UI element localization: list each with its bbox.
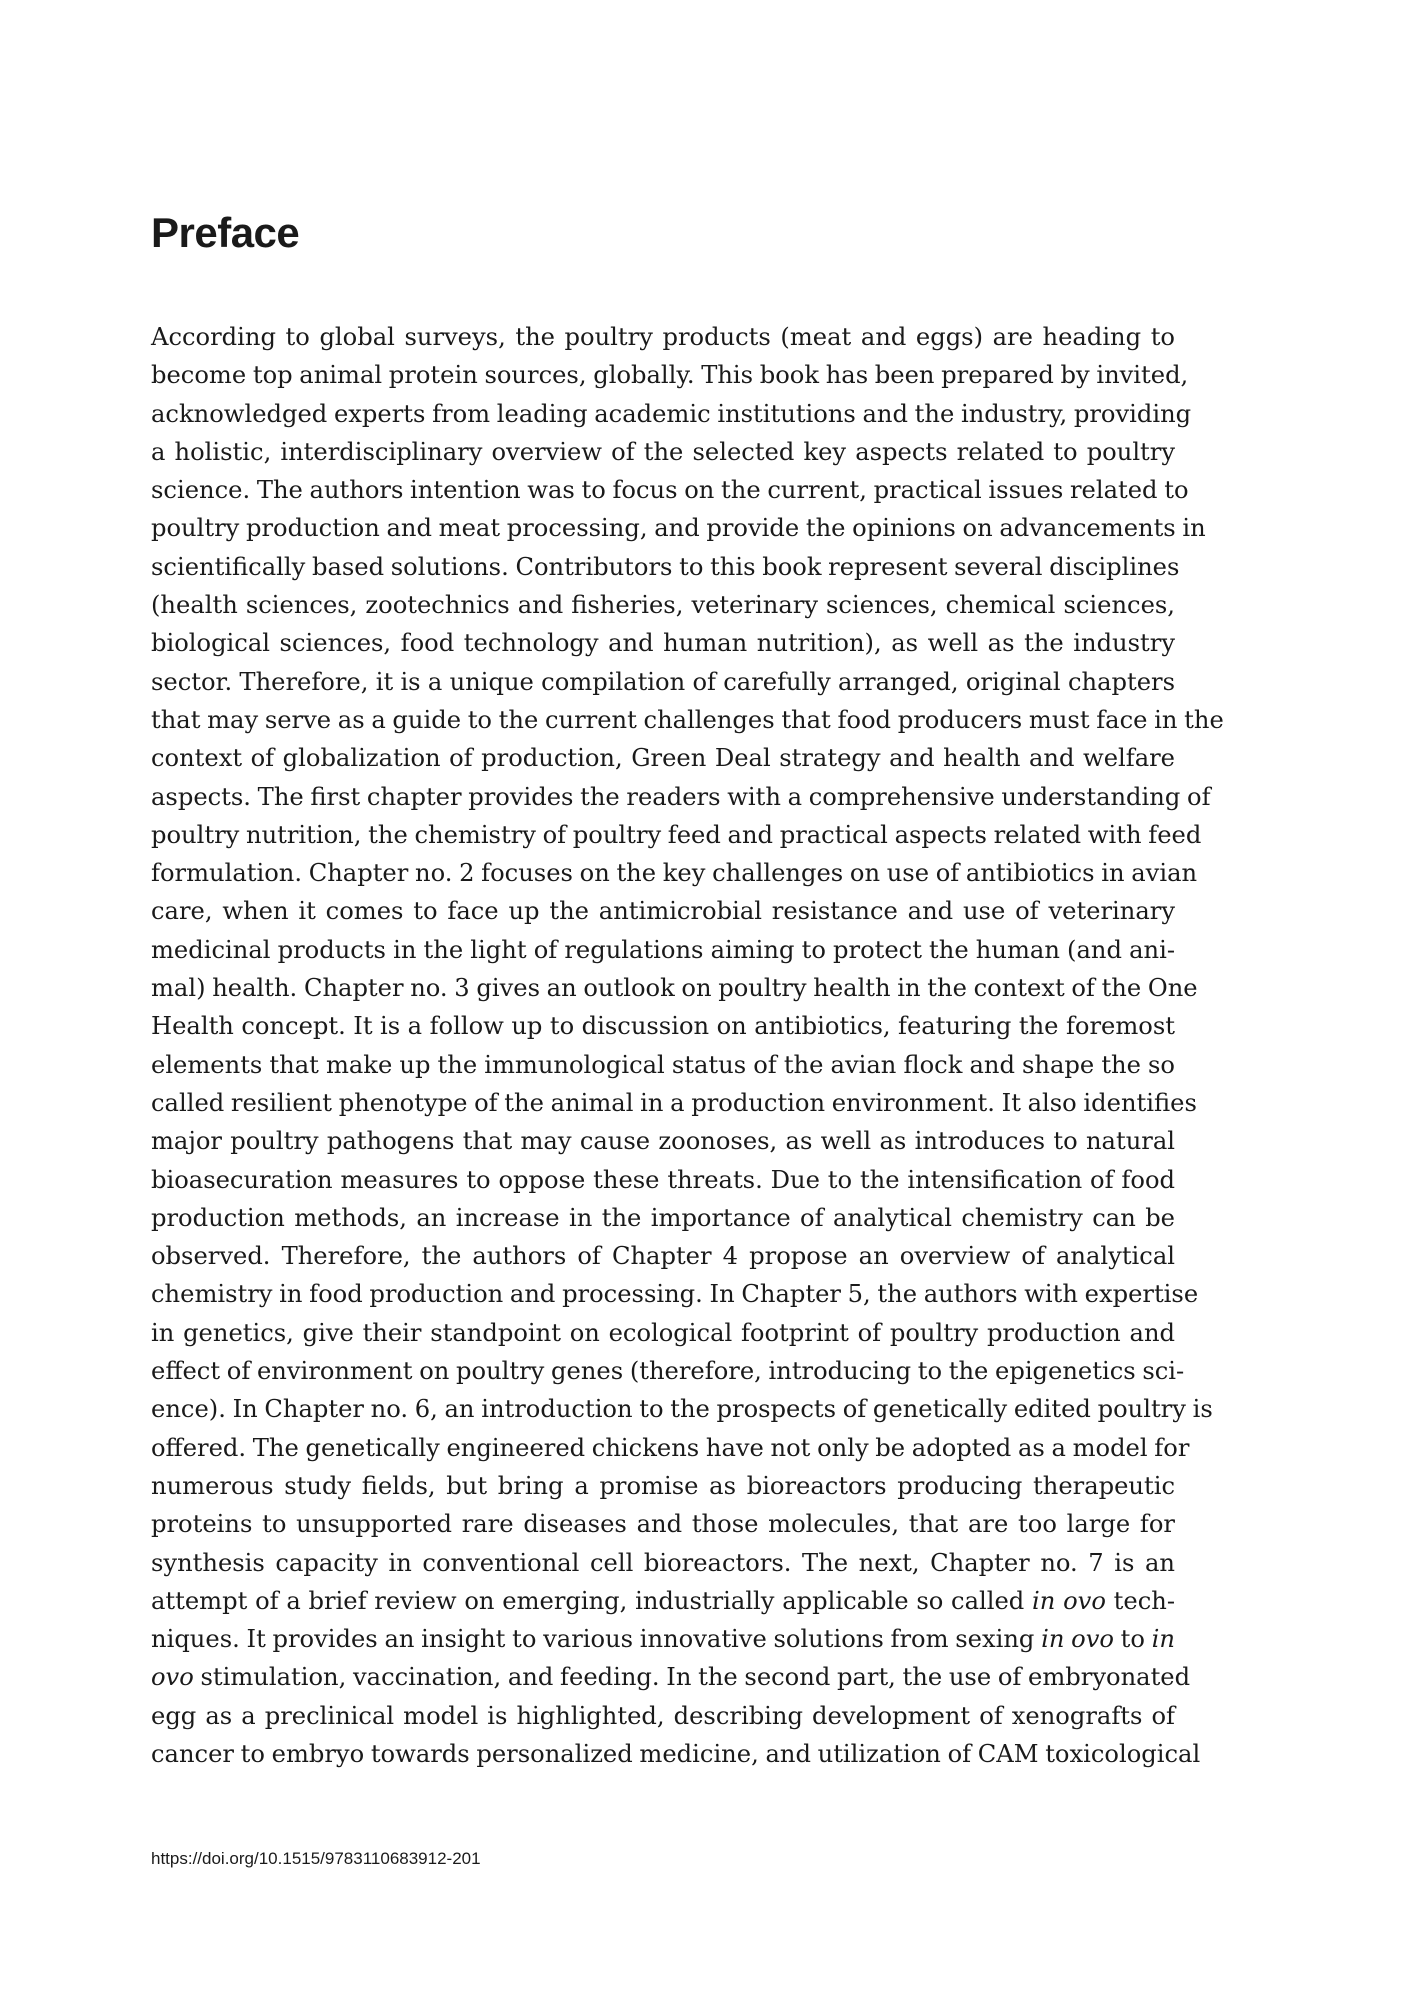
body-text-line: [151, 1199, 1175, 1237]
text-run: effect of environment on poultry genes (therefore, introducing to the epigenetics sci-: [151, 1357, 1185, 1386]
body-text-line: [151, 1390, 1213, 1428]
text-run: that may serve as a guide to the current challenges that food producers must face in the: [151, 705, 1224, 734]
text-run: in genetics, give their standpoint on ecological footprint of poultry production and: [151, 1318, 1175, 1347]
text-run: Health concept. It is a follow up to discussion on antibiotics, featuring the foremost: [151, 1012, 1175, 1041]
italic-text: in: [1151, 1625, 1175, 1654]
body-text-line: [151, 1314, 1175, 1352]
body-text-line: [151, 509, 1206, 547]
text-run: a holistic, interdisciplinary overview of the selected key aspects related to poultry: [151, 437, 1175, 466]
body-text-line: [151, 778, 1211, 816]
doi-footer: https://doi.org/10.1515/9783110683912-201: [151, 1849, 481, 1868]
body-text-line: [151, 701, 1224, 739]
body-text-line: [151, 1658, 1191, 1696]
body-text-line: [151, 969, 1198, 1007]
text-run: offered. The genetically engineered chickens have not only be adopted as a model for: [151, 1433, 1190, 1462]
body-text-line: [151, 1735, 1201, 1773]
preface-body-text: [151, 318, 1224, 1773]
text-run: medicinal products in the light of regulations aiming to protect the human (and ani-: [151, 935, 1175, 964]
body-text-line: [151, 1007, 1175, 1045]
body-text-line: [151, 892, 1175, 930]
body-text-line: [151, 1467, 1175, 1505]
body-text-line: [151, 854, 1198, 892]
text-run: poultry nutrition, the chemistry of poultry feed and practical aspects related with feed: [151, 820, 1202, 849]
text-run: formulation. Chapter no. 2 focuses on the key challenges on use of antibiotics in avian: [151, 859, 1198, 888]
text-run: called resilient phenotype of the animal in a production environment. It also identifies: [151, 1088, 1197, 1117]
body-text-line: [151, 1352, 1185, 1390]
body-text-line: [151, 1697, 1175, 1735]
text-run: cancer to embryo towards personalized medicine, and utilization of CAM toxicological: [151, 1739, 1201, 1768]
body-text-line: [151, 1046, 1175, 1084]
text-run: context of globalization of production, Green Deal strategy and health and welfare: [151, 744, 1175, 773]
body-text-line: [151, 433, 1175, 471]
page-title: Preface: [151, 209, 300, 256]
text-run: mal) health. Chapter no. 3 gives an outlook on poultry health in the context of the One: [151, 974, 1198, 1003]
body-text-line: [151, 356, 1189, 394]
text-run: major poultry pathogens that may cause zoonoses, as well as introduces to natural: [151, 1127, 1175, 1156]
italic-text: ovo: [151, 1663, 194, 1692]
body-text-line: [151, 548, 1180, 586]
body-text-line: [151, 1084, 1197, 1122]
text-run: bioasecuration measures to oppose these threats. Due to the intensification of food: [151, 1165, 1175, 1194]
text-run: care, when it comes to face up the antimicrobial resistance and use of veterinary: [151, 897, 1175, 926]
text-run: biological sciences, food technology and human nutrition), as well as the industry: [151, 629, 1175, 658]
text-run: poultry production and meat processing, and provide the opinions on advancements in: [151, 514, 1206, 543]
body-text-line: [151, 1544, 1175, 1582]
body-text-line: [151, 739, 1175, 777]
text-run: observed. Therefore, the authors of Chapter 4 propose an overview of analytical: [151, 1242, 1175, 1271]
body-text-line: [151, 1620, 1175, 1658]
text-run: become top animal protein sources, globally. This book has been prepared by invited,: [151, 361, 1189, 390]
text-run: numerous study fields, but bring a promise as bioreactors producing therapeutic: [151, 1471, 1175, 1500]
body-text-line: [151, 1505, 1175, 1543]
body-text-line: [151, 1275, 1199, 1313]
body-text-line: [151, 1161, 1175, 1199]
text-run: tech-: [1105, 1586, 1175, 1615]
text-run: scientifically based solutions. Contributors to this book represent several disciplines: [151, 552, 1180, 581]
text-run: elements that make up the immunological status of the avian flock and shape the so: [151, 1050, 1175, 1079]
text-run: chemistry in food production and processing. In Chapter 5, the authors with expertise: [151, 1280, 1199, 1309]
text-run: acknowledged experts from leading academic institutions and the industry, providing: [151, 399, 1192, 428]
body-text-line: [151, 1429, 1190, 1467]
text-run: production methods, an increase in the importance of analytical chemistry can be: [151, 1203, 1175, 1232]
text-run: aspects. The first chapter provides the readers with a comprehensive understanding of: [151, 782, 1211, 811]
body-text-line: [151, 586, 1175, 624]
body-text-line: [151, 624, 1175, 662]
italic-text: in ovo: [1032, 1586, 1106, 1615]
text-run: ence). In Chapter no. 6, an introduction to the prospects of genetically edited poultry is: [151, 1395, 1213, 1424]
body-text-line: [151, 395, 1192, 433]
text-run: According to global surveys, the poultry products (meat and eggs) are heading to: [151, 323, 1175, 351]
body-text-line: [151, 663, 1175, 701]
text-run: attempt of a brief review on emerging, industrially applicable so called: [151, 1586, 1033, 1615]
text-run: synthesis capacity in conventional cell bioreactors. The next, Chapter no. 7 is an: [151, 1548, 1175, 1577]
body-text-line: [151, 471, 1189, 509]
text-run: to: [1113, 1625, 1152, 1654]
text-run: stimulation, vaccination, and feeding. In the second part, the use of embryonated: [193, 1663, 1191, 1692]
text-run: sector. Therefore, it is a unique compilation of carefully arranged, original chapters: [151, 667, 1175, 696]
text-run: egg as a preclinical model is highlighted, describing development of xenografts of: [151, 1701, 1175, 1730]
text-run: (health sciences, zootechnics and fisheries, veterinary sciences, chemical sciences,: [151, 591, 1175, 620]
text-run: science. The authors intention was to focus on the current, practical issues related to: [151, 476, 1189, 505]
body-text-line: [151, 816, 1202, 854]
body-text-line: [151, 1237, 1175, 1275]
body-text-line: [151, 1582, 1175, 1620]
text-run: proteins to unsupported rare diseases and those molecules, that are too large for: [151, 1510, 1175, 1539]
body-text-line: [151, 1122, 1175, 1160]
body-text-line: [151, 318, 1175, 356]
text-run: niques. It provides an insight to various innovative solutions from sexing: [151, 1625, 1042, 1654]
italic-text: in ovo: [1041, 1625, 1114, 1654]
body-text-line: [151, 931, 1175, 969]
